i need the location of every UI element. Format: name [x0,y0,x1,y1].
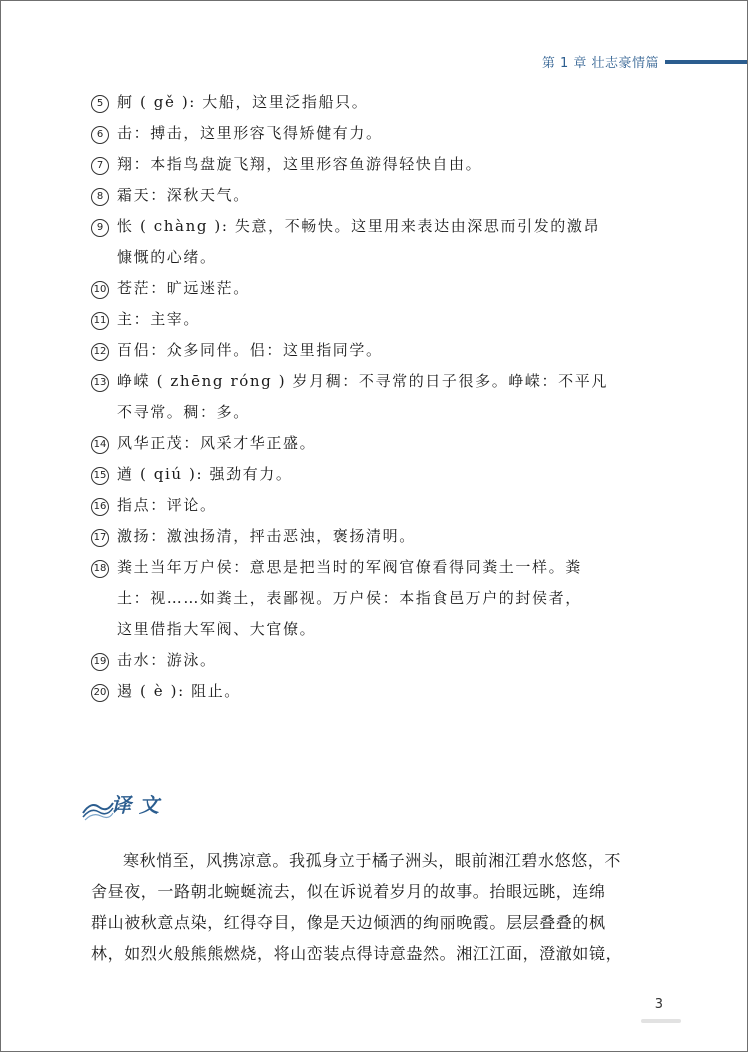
annotation-item [91,490,671,521]
annotation-item [91,335,671,366]
annotation-number: 15 [91,467,109,485]
annotation-text: 霜天：深秋天气。 [117,186,250,204]
annotation-text: 主：主宰。 [117,310,201,328]
annotation-text-line: 粪土当年万户侯：意思是把当时的军阀官僚看得同粪土一样。粪 [117,558,582,576]
annotation-item [91,180,671,211]
annotation-item [91,118,671,149]
annotation-item [91,676,671,707]
annotation-text: 舸 ( gě ): 大船，这里泛指船只。 [117,93,369,111]
annotation-number: 10 [91,281,109,299]
annotation-number: 7 [91,157,109,175]
annotation-text-line: 不寻常。稠：多。 [117,403,250,421]
annotation-text-line: 峥嵘 ( zhēng róng ) 岁月稠：不寻常的日子很多。峥嵘：不平凡 [117,372,608,390]
annotation-number: 18 [91,560,109,578]
annotation-number: 17 [91,529,109,547]
annotation-number: 8 [91,188,109,206]
annotation-number: 13 [91,374,109,392]
annotation-text-line: 怅 ( chàng ): 失意，不畅快。这里用来表达由深思而引发的激昂 [117,217,601,235]
annotation-text-line: 慷慨的心绪。 [117,248,217,266]
annotation-text: 百侣：众多同伴。侣：这里指同学。 [117,341,383,359]
page-number: 3 [654,997,663,1012]
annotation-text: 翔：本指鸟盘旋飞翔，这里形容鱼游得轻快自由。 [117,155,483,173]
translation-paragraph [91,845,671,969]
annotation-text: 击：搏击，这里形容飞得矫健有力。 [117,124,383,142]
annotation-number: 20 [91,684,109,702]
annotation-item [91,273,671,304]
annotation-text: 苍茫：旷远迷茫。 [117,279,250,297]
annotation-text-line: 土：视……如粪土，表鄙视。万户侯：本指食邑万户的封侯者， [117,589,582,607]
translation-line: 舍昼夜，一路朝北蜿蜒流去，似在诉说着岁月的故事。抬眼远眺，连绵 [91,882,606,901]
annotation-number: 12 [91,343,109,361]
chapter-header [347,47,747,77]
annotation-number: 6 [91,126,109,144]
annotation-item [91,645,671,676]
annotation-text: 击水：游泳。 [117,651,217,669]
annotation-number: 11 [91,312,109,330]
annotation-item [91,304,671,335]
annotation-text: 遒 ( qiú ): 强劲有力。 [117,465,293,483]
annotation-number: 14 [91,436,109,454]
annotation-item [91,211,671,273]
annotation-number: 9 [91,219,109,237]
annotation-item [91,521,671,552]
annotation-item [91,552,671,645]
translation-line: 群山被秋意点染，红得夺目，像是天边倾洒的绚丽晚霞。层层叠叠的枫 [91,913,606,932]
annotation-item [91,459,671,490]
annotation-text: 激扬：激浊扬清，抨击恶浊，褒扬清明。 [117,527,416,545]
annotation-text: 风华正茂：风采才华正盛。 [117,434,317,452]
chapter-title: 第 1 章 壮志豪情篇 [541,56,659,71]
annotation-item [91,87,671,118]
annotation-text: 遏 ( è ): 阻止。 [117,682,241,700]
annotation-text: 指点：评论。 [117,496,217,514]
section-heading [81,787,221,827]
annotation-item [91,366,671,428]
annotation-list [91,87,671,707]
section-title: 译文 [111,793,167,817]
page-number-shadow [641,1019,681,1023]
header-accent-bar [665,60,747,64]
wave-icon [81,791,115,821]
translation-line: 寒秋悄至，风携凉意。我孤身立于橘子洲头，眼前湘江碧水悠悠，不 [123,851,622,870]
translation-line: 林，如烈火般熊熊燃烧，将山峦装点得诗意盎然。湘江江面，澄澈如镜， [91,944,623,963]
annotation-number: 5 [91,95,109,113]
annotation-item [91,149,671,180]
annotation-item [91,428,671,459]
annotation-number: 19 [91,653,109,671]
annotation-number: 16 [91,498,109,516]
annotation-text-line: 这里借指大军阀、大官僚。 [117,620,317,638]
